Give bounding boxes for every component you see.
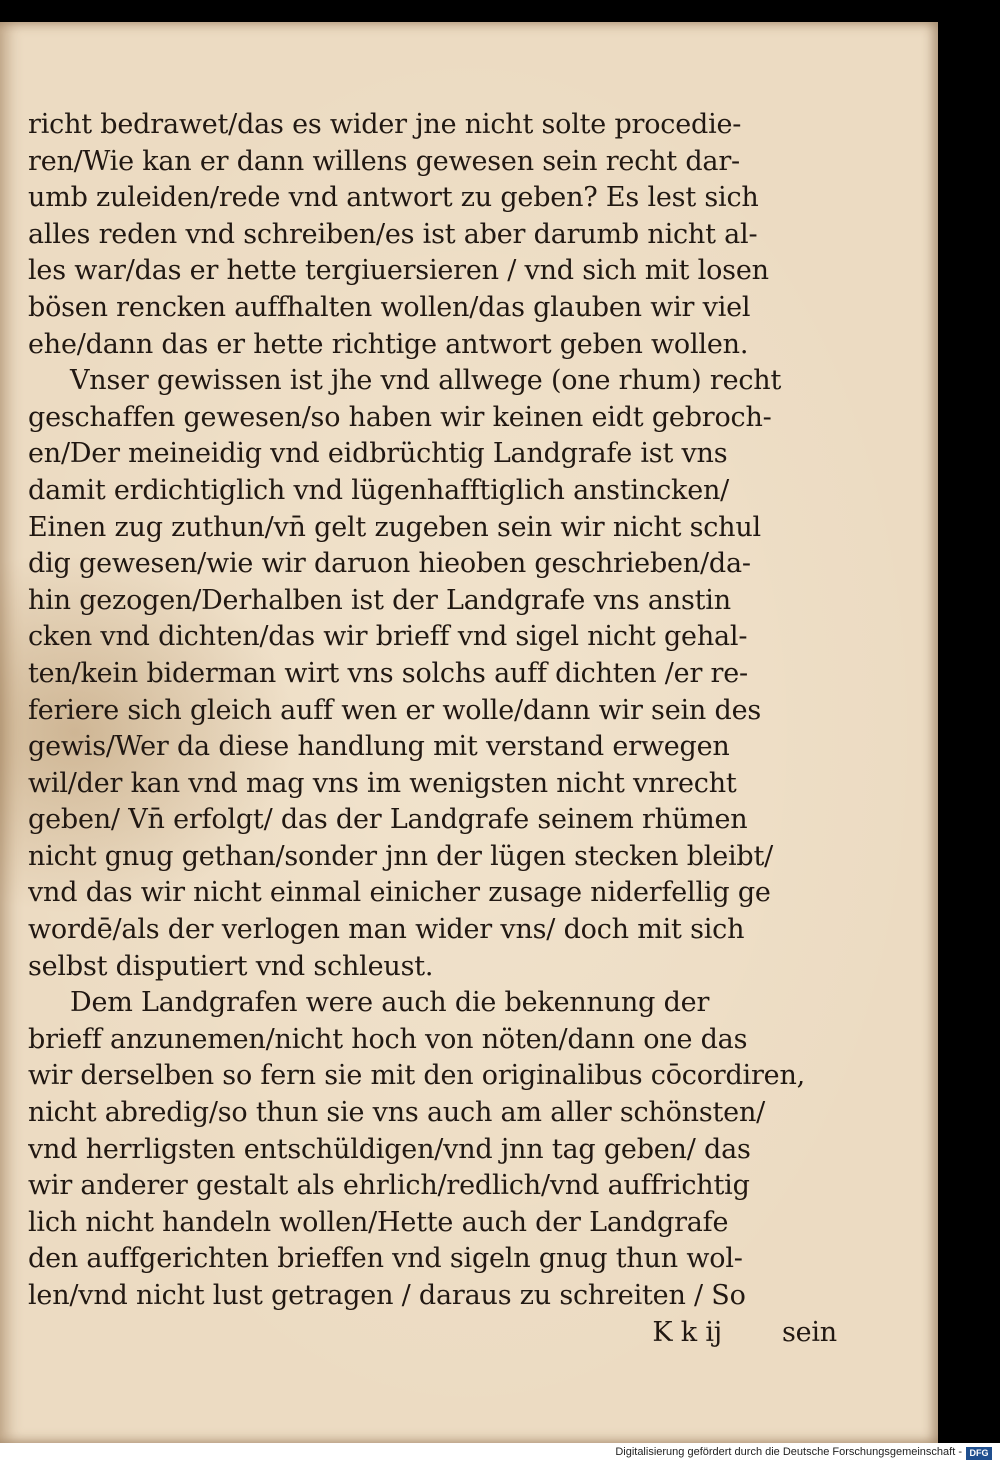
- text-line: alles reden vnd schreiben/es ist aber darumb nicht al‑: [28, 218, 758, 250]
- text-line: den auffgerichten brieffen vnd sigeln gnug thun wol‑: [28, 1243, 743, 1275]
- text-line: wir anderer gestalt als ehrlich/redlich/vnd auffrichtig: [28, 1170, 750, 1202]
- catchword: sein: [781, 1316, 837, 1348]
- text-line: gewis/Wer da diese handlung mit verstand erwegen: [28, 731, 730, 763]
- text-line: geschaffen gewesen/so haben wir keinen eidt gebroch‑: [28, 401, 772, 433]
- text-line: vnd das wir nicht einmal einicher zusage niderfellig ge: [28, 877, 771, 909]
- text-line: selbst disputiert vnd schleust.: [28, 950, 434, 982]
- text-line: en/Der meineidig vnd eidbrüchtig Landgrafe ist vns: [28, 438, 728, 470]
- text-line: richt bedrawet/das es wider jne nicht solte procedie‑: [28, 109, 742, 140]
- text-line: cken vnd dichten/das wir brieff vnd sigel nicht gehal‑: [28, 621, 748, 653]
- text-line: Dem Landgrafen were auch die bekennung der: [70, 987, 710, 1019]
- text-line: brieff anzunemen/nicht hoch von nöten/dann one das: [28, 1023, 748, 1055]
- catch-line: [28, 1315, 843, 1352]
- text-line: umb zuleiden/rede vnd antwort zu geben? Es lest sich: [28, 182, 759, 214]
- text-line: nicht abredig/so thun sie vns auch am aller schönsten/: [28, 1097, 766, 1129]
- funding-credit: Digitalisierung gefördert durch die Deutsche Forschungsgemeinschaft -: [615, 1446, 962, 1458]
- signature-mark: K k ij: [652, 1316, 722, 1348]
- text-line: dig gewesen/wie wir daruon hieoben geschrieben/da‑: [28, 548, 751, 580]
- text-line: nicht gnug gethan/sonder jnn der lügen stecken bleibt/: [28, 840, 774, 872]
- text-line: ren/Wie kan er dann willens gewesen sein recht dar‑: [28, 145, 740, 177]
- text-line: geben/ Vn̄ erfolgt/ das der Landgrafe seinem rhümen: [28, 804, 748, 836]
- text-line: les war/das er hette tergiuersieren / vnd sich mit losen: [28, 255, 769, 287]
- text-line: hin gezogen/Derhalben ist der Landgrafe vns anstin: [28, 584, 731, 616]
- text-line: vnd herrligsten entschüldigen/vnd jnn tag geben/ das: [28, 1133, 751, 1165]
- text-line: Einen zug zuthun/vn̄ gelt zugeben sein wir nicht schul: [28, 511, 761, 543]
- text-line: feriere sich gleich auff wen er wolle/dann wir sein des: [28, 694, 762, 726]
- text-line: wil/der kan vnd mag vns im wenigsten nicht vnrecht: [28, 767, 737, 799]
- book-page: [0, 22, 938, 1443]
- text-line: wir derselben so fern sie mit den originalibus cōcordiren,: [28, 1060, 806, 1092]
- text-line: len/vnd nicht lust getragen / daraus zu schreiten / So: [28, 1280, 746, 1311]
- text-line: Vnser gewissen ist jhe vnd allwege (one rhum) recht: [70, 365, 782, 397]
- text-line: ten/kein biderman wirt vns solchs auff dichten /er re‑: [28, 657, 748, 689]
- text-line: damit erdichtiglich vnd lügenhafftiglich anstincken/: [28, 474, 730, 506]
- page-text: [28, 107, 843, 1351]
- text-line: wordē/als der verlogen man wider vns/ doch mit sich: [28, 914, 745, 946]
- text-line: lich nicht handeln wollen/Hette auch der Landgrafe: [28, 1206, 729, 1238]
- text-line: bösen rencken auffhalten wollen/das glauben wir viel: [28, 291, 751, 323]
- dfg-logo: DFG: [966, 1447, 992, 1460]
- text-line: ehe/dann das er hette richtige antwort geben wollen.: [28, 328, 749, 360]
